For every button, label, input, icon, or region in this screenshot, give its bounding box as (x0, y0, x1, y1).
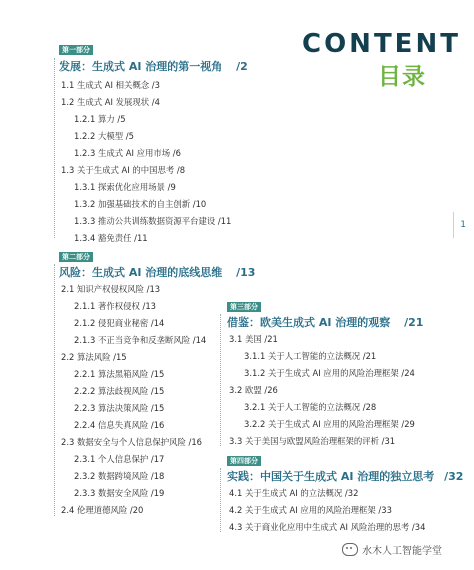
toc-entry[interactable]: 1.3.4 豁免责任 /11 (74, 233, 148, 243)
watermark-text: 水木人工智能学堂 (362, 546, 442, 557)
page-number: 1 (460, 220, 466, 230)
toc-entry[interactable]: 4.2 关于生成式 AI 应用的风险治理框架 /33 (229, 505, 392, 515)
toc-entry[interactable]: 1.3 关于生成式 AI 的中国思考 /8 (61, 165, 186, 175)
part-4-leader (220, 468, 226, 532)
part-4-label: 第四部分 (227, 456, 261, 466)
content-heading: CONTENT (302, 29, 461, 59)
toc-entry[interactable]: 4.1 关于生成式 AI 的立法概况 /32 (229, 488, 359, 498)
toc-entry[interactable]: 3.1 美国 /21 (229, 334, 278, 344)
toc-entry[interactable]: 1.2.3 生成式 AI 应用市场 /6 (74, 148, 181, 158)
toc-entry[interactable]: 2.2.2 算法歧视风险 /15 (74, 386, 165, 396)
part-3-label: 第三部分 (227, 302, 261, 312)
toc-entry[interactable]: 1.2.1 算力 /5 (74, 114, 126, 124)
part-4-title-text: 实践：中国关于生成式 AI 治理的独立思考 (227, 470, 435, 483)
part-2-leader (54, 264, 60, 516)
toc-entry[interactable]: 1.3.3 推动公共训练数据资源平台建设 /11 (74, 216, 232, 226)
toc-entry[interactable]: 1.3.2 加强基础技术的自主创新 /10 (74, 199, 207, 209)
toc-entry[interactable]: 2.2.3 算法决策风险 /15 (74, 403, 165, 413)
toc-entry[interactable]: 2.3.2 数据跨境风险 /18 (74, 471, 165, 481)
toc-entry[interactable]: 2.2.4 信息失真风险 /16 (74, 420, 165, 430)
toc-entry[interactable]: 2.1 知识产权侵权风险 /13 (61, 284, 161, 294)
part-3-title[interactable] (227, 316, 423, 330)
toc-entry[interactable]: 2.3.1 个人信息保护 /17 (74, 454, 165, 464)
part-1-title-text: 发展：生成式 AI 治理的第一视角 (59, 60, 223, 73)
part-3-page: /21 (404, 316, 424, 329)
watermark (342, 542, 442, 557)
toc-entry[interactable]: 1.3.1 探索优化应用场景 /9 (74, 182, 176, 192)
part-1-leader (54, 58, 60, 238)
part-2-title-text: 风险：生成式 AI 治理的底线思维 (59, 266, 223, 279)
toc-entry[interactable]: 4.3 关于商业化应用中生成式 AI 风险治理的思考 /34 (229, 522, 426, 532)
toc-entry[interactable]: 2.3.3 数据安全风险 /19 (74, 488, 165, 498)
toc-entry[interactable]: 3.3 关于美国与欧盟风险治理框架的评析 /31 (229, 436, 396, 446)
toc-entry[interactable]: 1.1 生成式 AI 相关概念 /3 (61, 80, 160, 90)
toc-entry[interactable]: 3.2.2 关于生成式 AI 应用的风险治理框架 /29 (244, 419, 415, 429)
part-2-title[interactable] (59, 266, 255, 280)
part-3-title-text: 借鉴：欧美生成式 AI 治理的观察 (227, 316, 391, 329)
toc-entry[interactable]: 3.1.1 关于人工智能的立法概况 /21 (244, 351, 377, 361)
toc-heading-cn: 目录 (378, 64, 426, 90)
wechat-icon (342, 543, 358, 556)
toc-entry[interactable]: 2.3 数据安全与个人信息保护风险 /16 (61, 437, 202, 447)
toc-entry[interactable]: 2.2 算法风险 /15 (61, 352, 127, 362)
part-1-page: /2 (236, 60, 248, 73)
toc-entry[interactable]: 1.2 生成式 AI 发展现状 /4 (61, 97, 160, 107)
part-4-page: /32 (444, 470, 464, 483)
toc-entry[interactable]: 2.1.3 不正当竞争和反垄断风险 /14 (74, 335, 207, 345)
toc-entry[interactable]: 2.1.1 著作权侵权 /13 (74, 301, 156, 311)
toc-entry[interactable]: 3.1.2 关于生成式 AI 应用的风险治理框架 /24 (244, 368, 415, 378)
toc-entry[interactable]: 2.1.2 侵犯商业秘密 /14 (74, 318, 165, 328)
part-2-page: /13 (236, 266, 256, 279)
part-1-title[interactable] (59, 60, 248, 74)
part-1-label: 第一部分 (59, 45, 93, 55)
toc-entry[interactable]: 1.2.2 大模型 /5 (74, 131, 134, 141)
toc-entry[interactable]: 2.4 伦理道德风险 /20 (61, 505, 144, 515)
part-3-leader (220, 314, 226, 446)
toc-entry[interactable]: 3.2.1 关于人工智能的立法概况 /28 (244, 402, 377, 412)
part-4-title[interactable] (227, 470, 463, 484)
toc-entry[interactable]: 3.2 欧盟 /26 (229, 385, 278, 395)
part-2-label: 第二部分 (59, 252, 93, 262)
toc-entry[interactable]: 2.2.1 算法黑箱风险 /15 (74, 369, 165, 379)
